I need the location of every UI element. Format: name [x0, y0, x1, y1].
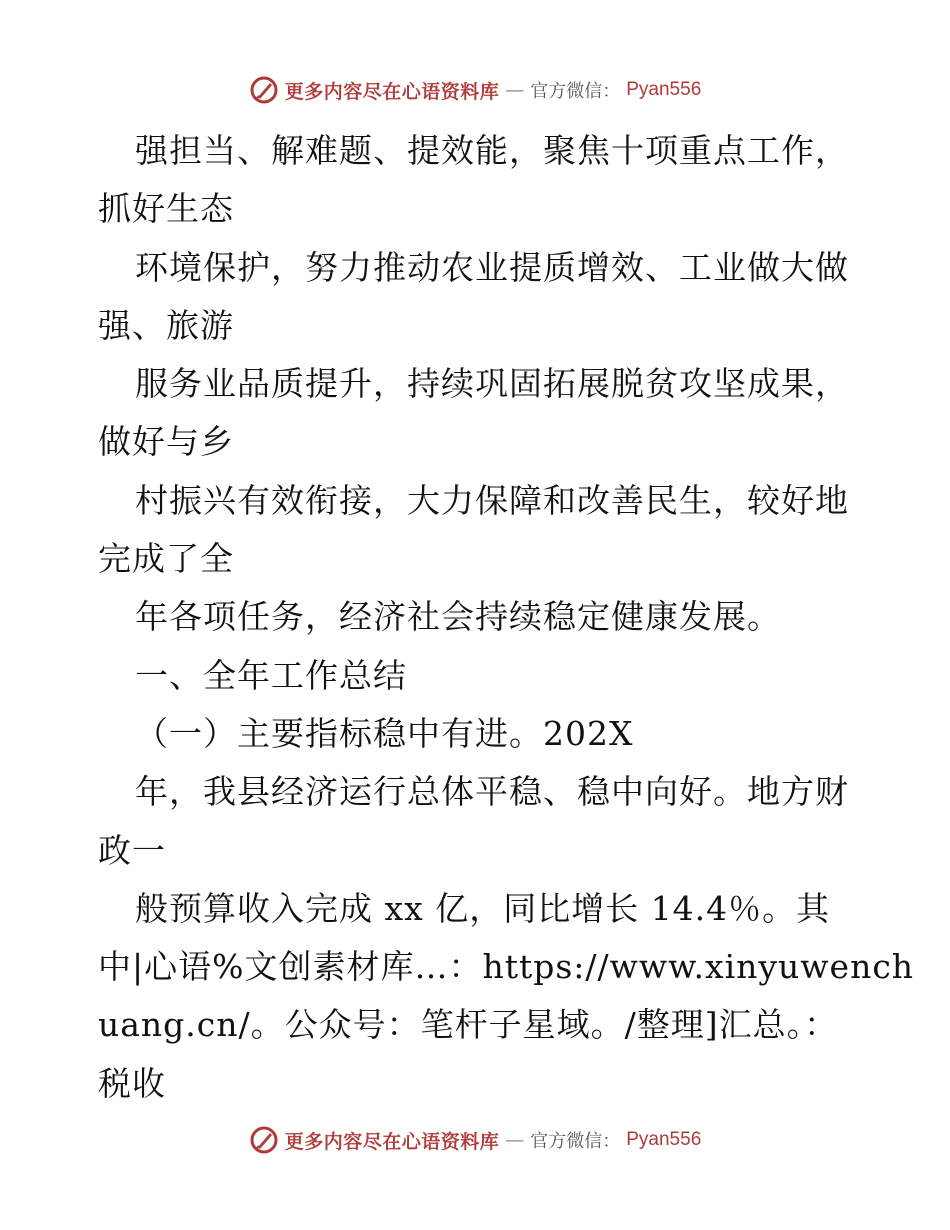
body-line: 政一	[98, 830, 166, 870]
body-line: uang.cn/。公众号：笔杆子星域。/整理]汇总。：	[98, 1005, 839, 1045]
section-heading: 一、全年工作总结	[135, 655, 407, 695]
quill-pen-logo-icon	[249, 75, 279, 105]
body-line: 年各项任务，经济社会持续稳定健康发展。	[135, 597, 781, 637]
banner-text: 更多内容尽在心语资料库	[284, 80, 500, 103]
banner-wechat-label: 官方微信：	[530, 81, 621, 102]
subsection-heading: （一）主要指标稳中有进。202X	[135, 713, 634, 753]
body-line: 抓好生态	[98, 189, 234, 229]
header-watermark-banner	[0, 70, 950, 110]
banner-wechat-label: 官方微信：	[530, 1131, 621, 1152]
body-line: 税收	[98, 1063, 166, 1103]
body-line: 强担当、解难题、提效能，聚焦十项重点工作，	[135, 131, 849, 170]
banner-dash: —	[505, 1129, 525, 1151]
banner-wechat-id: Pyan556	[626, 79, 702, 100]
quill-pen-logo-icon	[249, 1125, 279, 1155]
body-line: 服务业品质提升，持续巩固拓展脱贫攻坚成果，	[135, 364, 849, 404]
footer-watermark-banner	[0, 1120, 950, 1160]
body-line: 做好与乡	[98, 422, 234, 462]
body-line: 强、旅游	[98, 305, 234, 345]
document-body	[98, 122, 915, 1113]
banner-dash: —	[505, 79, 525, 101]
body-line: 中|心语%文创素材库…：https://www.xinyuwench	[98, 947, 915, 987]
banner-wechat-id: Pyan556	[626, 1129, 702, 1150]
body-line: 环境保护，努力推动农业提质增效、工业做大做	[135, 247, 849, 287]
body-line: 村振兴有效衔接，大力保障和改善民生，较好地	[135, 480, 849, 520]
banner-text: 更多内容尽在心语资料库	[284, 1130, 500, 1153]
body-line: 完成了全	[98, 539, 234, 579]
body-line: 年，我县经济运行总体平稳、稳中向好。地方财	[135, 772, 849, 812]
body-line: 般预算收入完成 xx 亿，同比增长 14.4％。其	[135, 888, 831, 928]
